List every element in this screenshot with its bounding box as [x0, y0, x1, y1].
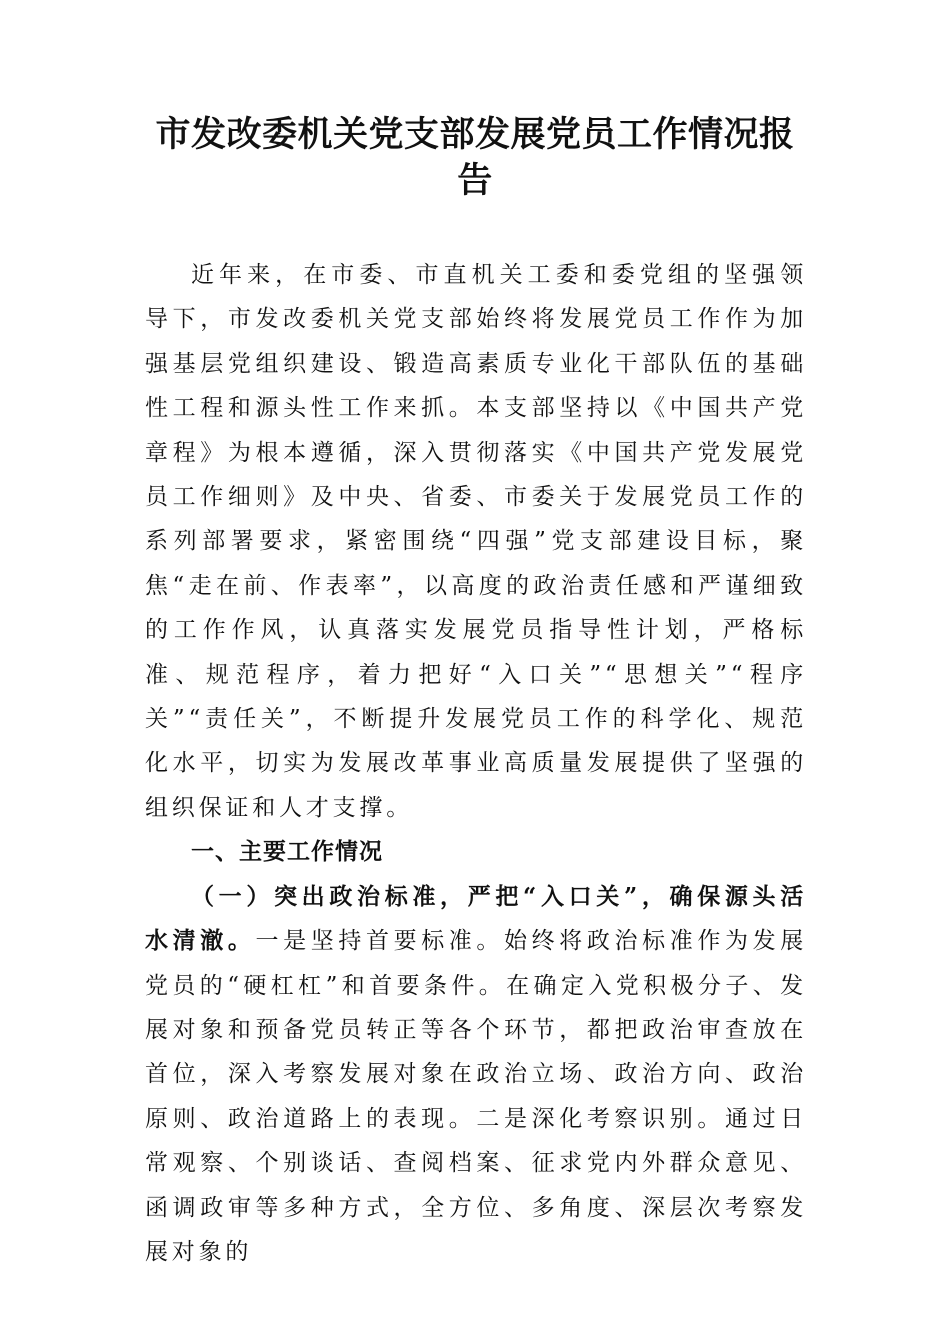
- intro-paragraph: 近年来，在市委、市直机关工委和委党组的坚强领导下，市发改委机关党支部始终将发展党员工作作为加强基层党组织建设、锻造高素质专业化干部队伍的基础性工程和源头性工作来抓。本支部坚持以《中国共产党章程》为根本遵循，深入贯彻落实《中国共产党发展党员工作细则》及中央、省委、市委关于发展党员工作的系列部署要求，紧密围绕“四强”党支部建设目标，聚焦“走在前、作表率”，以高度的政治责任感和严谨细致的工作作风，认真落实发展党员指导性计划，严格标准、规范程序，着力把好“入口关”“思想关”“程序关”“责任关”，不断提升发展党员工作的科学化、规范化水平，切实为发展改革事业高质量发展提供了坚强的组织保证和人才支撑。: [145, 262, 807, 821]
- section-heading: 一、主要工作情况: [191, 839, 383, 866]
- document-title: 市发改委机关党支部发展党员工作情况报告: [155, 114, 795, 201]
- document-body: [145, 253, 807, 1274]
- subsection-text: 一是坚持首要标准。始终将政治标准作为发展党员的“硬杠杠”和首要条件。在确定入党积极分子、发展对象和预备党员转正等各个环节，都把政治审查放在首位，深入考察发展对象在政治立场、政治方向、政治原则、政治道路上的表现。二是深化考察识别。通过日常观察、个别谈话、查阅档案、征求党内外群众意见、函调政审等多种方式，全方位、多角度、深层次考察发展对象的: [145, 928, 808, 1265]
- subsection-heading: （一）突出政治标准，严把“入口关”，确保源头活水清澈。: [145, 882, 807, 955]
- subsection-paragraph: [145, 875, 807, 1275]
